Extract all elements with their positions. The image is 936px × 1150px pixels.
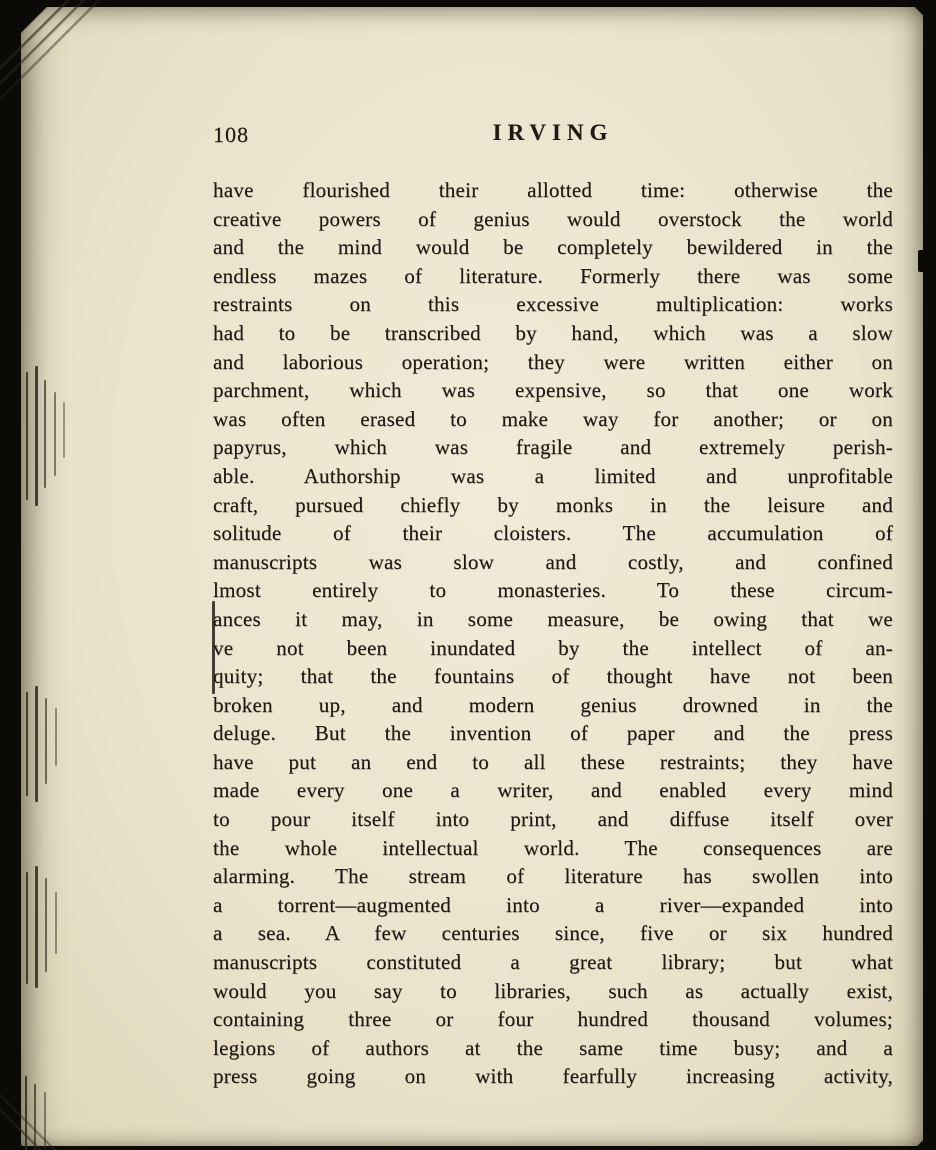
text-line: made every one a writer, and enabled every mind	[213, 778, 893, 803]
text-line: a torrent—augmented into a river—expanded into	[213, 892, 893, 917]
text-line: manuscripts was slow and costly, and confined	[213, 549, 893, 574]
body-text	[213, 176, 893, 1091]
text-line: parchment, which was expensive, so that one work	[213, 378, 893, 403]
text-line: deluge. But the invention of paper and the press	[213, 721, 893, 746]
page-edge-line	[35, 686, 38, 802]
text-line: a sea. A few centuries since, five or six hundred	[213, 921, 893, 946]
text-line: legions of authors at the same time busy; and a	[213, 1035, 893, 1060]
page-corner-top-right	[852, 0, 936, 54]
page-edge-line	[35, 866, 38, 988]
text-line: broken up, and modern genius drowned in the	[213, 692, 893, 717]
page-corner-bottom-right	[864, 1092, 936, 1150]
text-line: to pour itself into print, and diffuse itself over	[213, 807, 893, 832]
page-edge-line	[44, 380, 46, 488]
page-edge-line	[63, 402, 65, 458]
text-line: papyrus, which was fragile and extremely perish-	[213, 435, 893, 460]
page-edge-line	[54, 392, 56, 476]
text-line: ances it may, in some measure, be owing that we	[213, 606, 893, 631]
text-line: quity; that the fountains of thought have not been	[213, 664, 893, 689]
page-edge-line	[44, 1092, 46, 1150]
text-line: able. Authorship was a limited and unprofitable	[213, 463, 893, 488]
page-edge-line	[34, 1084, 36, 1150]
text-line: was often erased to make way for another; or on	[213, 406, 893, 431]
text-line: and laborious operation; they were written either on	[213, 349, 893, 374]
text-line: endless mazes of literature. Formerly there was some	[213, 263, 893, 288]
text-line: solitude of their cloisters. The accumulation of	[213, 521, 893, 546]
text-line: have put an end to all these restraints; they have	[213, 749, 893, 774]
text-line: would you say to libraries, such as actually exist,	[213, 978, 893, 1003]
scan-margin-bottom	[0, 1146, 936, 1150]
text-line: and the mind would be completely bewildered in the	[213, 235, 893, 260]
page-edge-line	[25, 1076, 27, 1150]
text-line: manuscripts constituted a great library; but what	[213, 950, 893, 975]
text-line: had to be transcribed by hand, which was a slow	[213, 320, 893, 345]
scan-margin-left	[0, 0, 21, 1150]
page-corner-top-left	[0, 0, 118, 102]
page-edge-line	[55, 892, 57, 954]
running-head-title: IRVING	[492, 120, 614, 145]
scan-margin-top	[0, 0, 936, 7]
page-edge-line	[45, 698, 47, 784]
page-edge-line	[55, 708, 57, 766]
text-line: have flourished their allotted time: otherwise the	[213, 178, 893, 202]
page-edge-line	[45, 878, 47, 972]
text-line: lmost entirely to monasteries. To these circum-	[213, 578, 893, 603]
text-line: alarming. The stream of literature has swollen into	[213, 864, 893, 889]
text-line: restraints on this excessive multiplication: works	[213, 292, 893, 317]
page-edge-line	[26, 872, 28, 984]
text-line: craft, pursued chiefly by monks in the leisure and	[213, 492, 893, 517]
scan-notch-right-edge	[918, 250, 929, 272]
running-head	[213, 120, 893, 152]
printed-content	[213, 120, 893, 1091]
text-line: press going on with fearfully increasing activity,	[213, 1064, 893, 1089]
scan-margin-right	[923, 0, 936, 1150]
page-edge-line	[26, 692, 28, 796]
text-line: creative powers of genius would overstock the world	[213, 206, 893, 231]
text-line: containing three or four hundred thousand volumes;	[213, 1007, 893, 1032]
text-line: ve not been inundated by the intellect of an-	[213, 635, 893, 660]
page-edge-line	[35, 366, 38, 506]
page-edge-line	[26, 372, 28, 500]
page-number: 108	[213, 122, 249, 147]
text-line: the whole intellectual world. The consequences are	[213, 835, 893, 860]
